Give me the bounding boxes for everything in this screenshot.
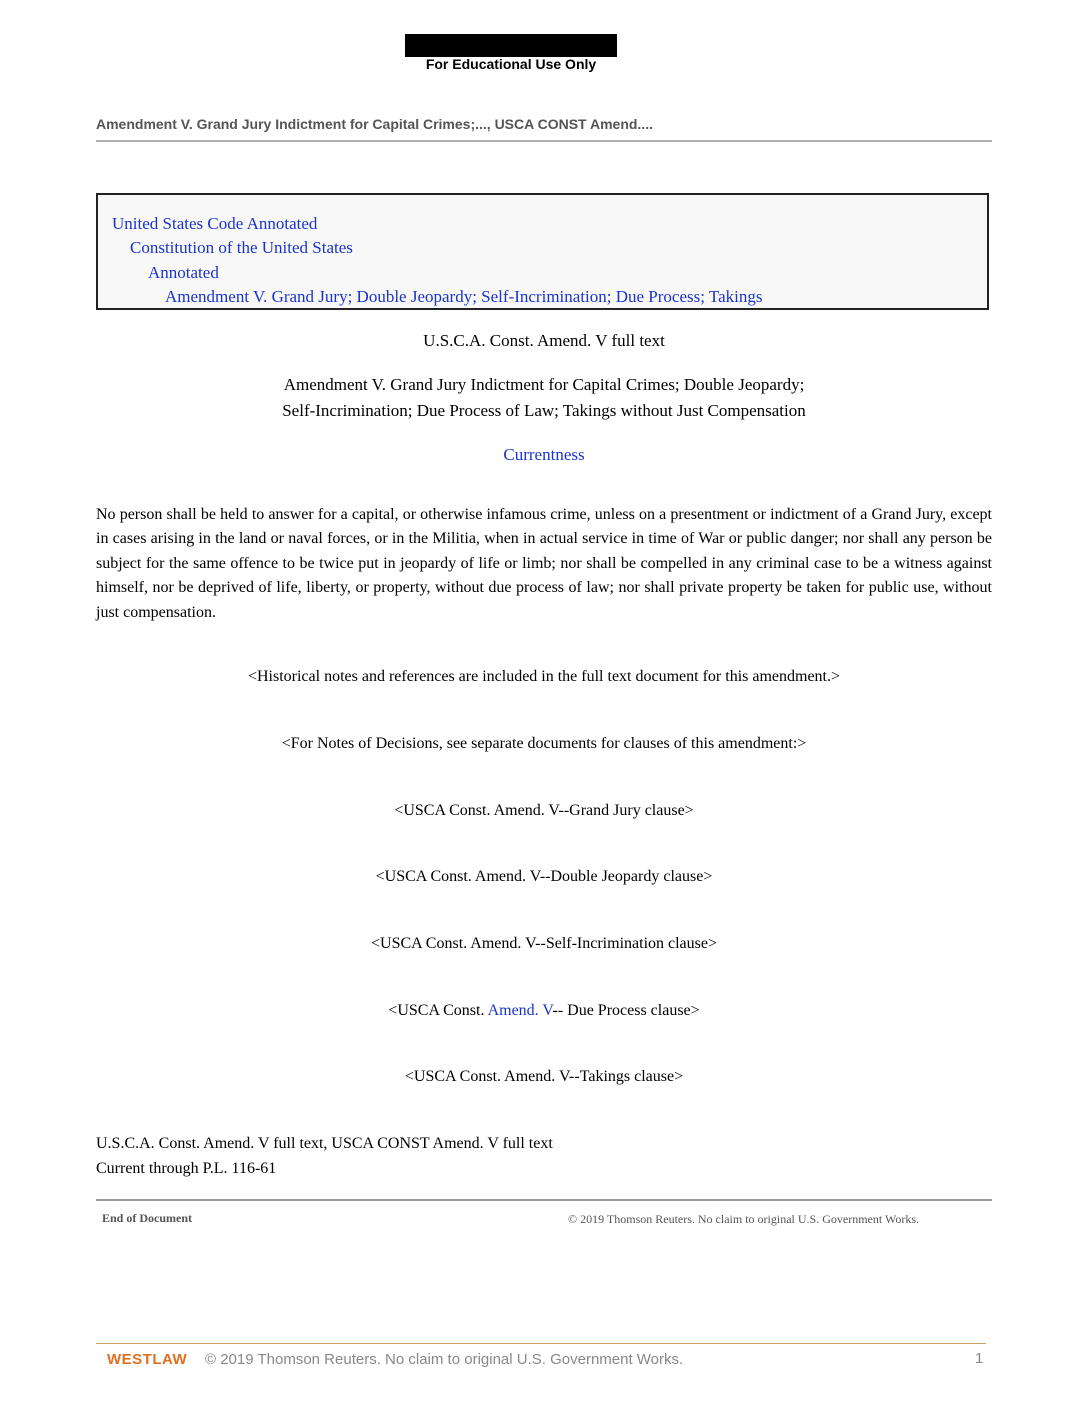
end-of-document-label: End of Document <box>102 1211 193 1225</box>
end-divider <box>96 1199 992 1201</box>
breadcrumb-annotated[interactable]: Annotated <box>148 263 219 282</box>
historical-note: <Historical notes and references are included in the full text document for this amendment.> <box>247 668 841 685</box>
clause-self-incrimination: <USCA Const. Amend. V--Self-Incrimination clause> <box>370 935 718 952</box>
breadcrumb-box <box>96 193 989 310</box>
educational-use-label: For Educational Use Only <box>425 56 597 72</box>
header-divider <box>96 140 992 142</box>
citation-title: U.S.C.A. Const. Amend. V full text <box>423 331 665 350</box>
clause-due-process <box>0 1002 1088 1020</box>
end-copyright: © 2019 Thomson Reuters. No claim to original U.S. Government Works. <box>568 1212 920 1226</box>
clause-takings: <USCA Const. Amend. V--Takings clause> <box>404 1068 684 1085</box>
breadcrumb-amendment-v[interactable]: Amendment V. Grand Jury; Double Jeopardy; Self-Incrimination; Due Process; Takings <box>165 287 763 306</box>
amendment-text: No person shall be held to answer for a capital, or otherwise infamous crime, unless on a presentment or indictment of a Grand Jury, except in cases arising in the land or naval forces, or in the Militia, when in actual service in time of War or public danger; nor shall any person be subject for the same offence to be twice put in jeopardy of life or limb; nor shall be compelled in any criminal case to be a witness against himself, nor be deprived of life, liberty, or property, without due process of law; nor shall private property be taken for public use, without just compensation. <box>96 506 992 621</box>
clause-due-process-prefix: <USCA Const. <box>388 1002 488 1019</box>
redaction-bar <box>405 34 617 57</box>
page-number: 1 <box>975 1350 984 1367</box>
amend-v-link[interactable]: Amend. V <box>487 1002 553 1019</box>
clause-due-process-suffix: -- Due Process clause> <box>552 1002 700 1019</box>
currentness-link[interactable]: Currentness <box>503 445 585 464</box>
heading-line-1: Amendment V. Grand Jury Indictment for Capital Crimes; Double Jeopardy; <box>283 375 805 394</box>
breadcrumb-usca[interactable]: United States Code Annotated <box>112 214 318 233</box>
current-through: Current through P.L. 116-61 <box>96 1160 277 1177</box>
page-footer-divider <box>96 1343 986 1344</box>
clause-double-jeopardy: <USCA Const. Amend. V--Double Jeopardy clause> <box>375 868 713 885</box>
decisions-note: <For Notes of Decisions, see separate documents for clauses of this amendment:> <box>281 735 807 752</box>
footer-copyright: © 2019 Thomson Reuters. No claim to original U.S. Government Works. <box>205 1351 684 1368</box>
running-header-title: Amendment V. Grand Jury Indictment for Capital Crimes;..., USCA CONST Amend.... <box>96 116 653 132</box>
clause-grand-jury: <USCA Const. Amend. V--Grand Jury clause> <box>394 802 694 819</box>
breadcrumb-constitution[interactable]: Constitution of the United States <box>130 238 353 257</box>
westlaw-logo: WESTLAW <box>107 1351 188 1368</box>
footer-citation: U.S.C.A. Const. Amend. V full text, USCA CONST Amend. V full text <box>96 1135 553 1152</box>
heading-line-2: Self-Incrimination; Due Process of Law; Takings without Just Compensation <box>282 401 806 420</box>
